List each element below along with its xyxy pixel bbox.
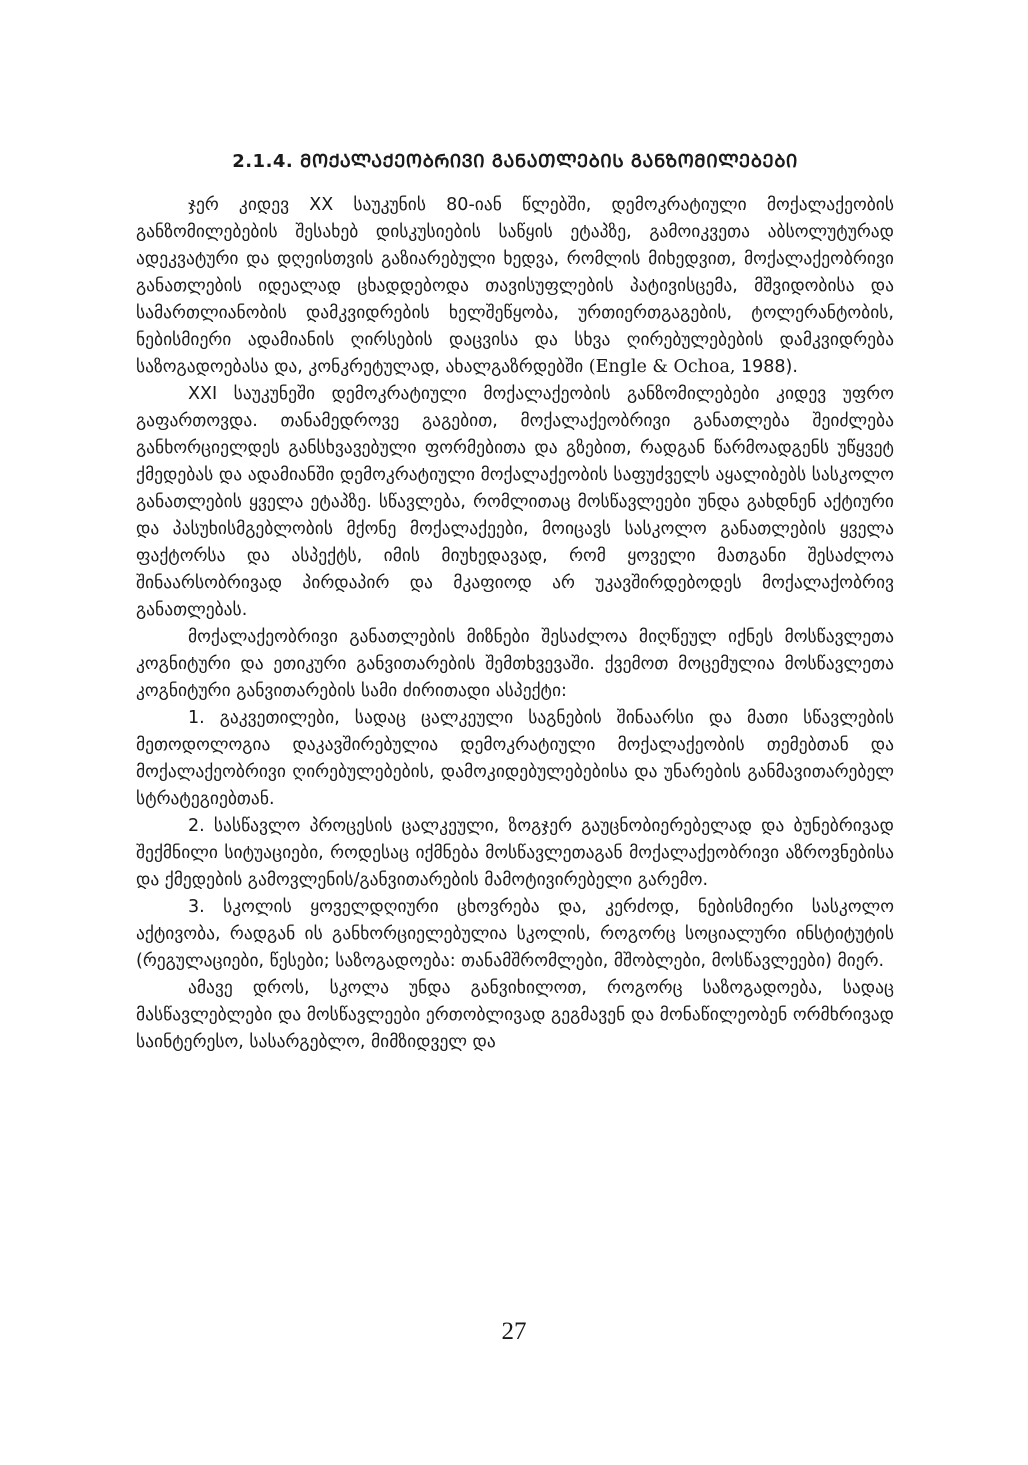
section-heading: 2.1.4. ᲛᲝᲥᲐᲚᲐᲥᲔᲝᲑᲠᲘᲕᲘ ᲒᲐᲜᲐᲗᲚᲔᲑᲘᲡ ᲒᲐᲜᲖᲝᲛᲘᲚᲔᲑᲔᲑᲘ: [232, 151, 798, 172]
document-page: [136, 150, 894, 1056]
page-number: 27: [501, 1318, 527, 1345]
paragraph-1: [136, 192, 894, 381]
list-item-3: 3. სკოლის ყოველდღიური ცხოვრება და, კერძოდ, ნებისმიერი სასკოლო აქტივობა, რადგან ის განხორციელებულია სკოლის, როგორც სოციალური ინსტიტუტის (რეგულაციები, წესები; საზოგადოება: თანამშრომლები, მშობლები, მოსწავლეები) მიერ.: [136, 897, 894, 971]
list-item-1: 1. გაკვეთილები, სადაც ცალკეული საგნების შინაარსი და მათი სწავლების მეთოდოლოგია დაკავშირებულია დემოკრატიული მოქალაქეობის თემებთან და მოქალაქეობრივი ღირებულებების, დამოკიდებულებებისა და უნარების განმავითარებელ სტრატეგიებთან.: [136, 708, 894, 809]
paragraph-3: მოქალაქეობრივი განათლების მიზნები შესაძლოა მიღწეულ იქნეს მოსწავლეთა კოგნიტური და ეთიკური განვითარების შემთხვევაში. ქვემოთ მოცემულია მოსწავლეთა კოგნიტური განვითარების სამი ძირითადი ასპექტი:: [136, 627, 894, 701]
paragraph-2: XXI საუკუნეში დემოკრატიული მოქალაქეობის განზომილებები კიდევ უფრო გაფართოვდა. თანამედროვე გაგებით, მოქალაქეობრივი განათლება შეიძლება განხორციელდეს განსხვავებული ფორმებითა და გზებით, რადგან წარმოადგენს უწყვეტ ქმედებას და ადამიანში დემოკრატიული მოქალაქეობის საფუძველს აყალიბებს სასკოლო განათლების ყველა ეტაპზე. სწავლება, რომლითაც მოსწავლეები უნდა გახდნენ აქტიური და პასუხისმგებლობის მქონე მოქალაქეები, მოიცავს სასკოლო განათლების ყველა ფაქტორსა და ასპექტს, იმის მიუხედავად, რომ ყოველი მათგანი შესაძლოა შინაარსობრივად პირდაპირ და მკაფიოდ არ უკავშირდებოდეს მოქალაქობრივ განათლებას.: [136, 384, 894, 620]
list-item-2: 2. სასწავლო პროცესის ცალკეული, ზოგჯერ გაუცნობიერებელად და ბუნებრივად შექმნილი სიტუაციები, როდესაც იქმნება მოსწავლეთაგან მოქალაქეობრივი აზროვნებისა და ქმედების გამოვლენის/განვითარების მამოტივირებელი გარემო.: [136, 816, 894, 890]
citation-reference: (Engle & Ochoa,: [588, 357, 736, 377]
paragraph-1-text: ჯერ კიდევ XX საუკუნის 80-იან წლებში, დემოკრატიული მოქალაქეობის განზომილებების შესახებ დისკუსიების საწყის ეტაპზე, გამოიკვეთა აბსოლუტურად ადეკვატური და დღეისთვის გაზიარებული ხედვა, რომლის მიხედვით, მოქალაქეობრივი განათლების იდეალად ცხადდებოდა თავისუფლების პატივისცემა, მშვიდობისა და სამართლიანობის დამკვიდრების ხელშეწყობა, ურთიერთგაგების, ტოლერანტობის, ნებისმიერი ადამიანის ღირსების დაცვისა და სხვა ღირებულებების დამკვიდრება საზოგადოებასა და, კონკრეტულად, ახალგაზრდებში: [136, 195, 894, 377]
paragraph-7: ამავე დროს, სკოლა უნდა განვიხილოთ, როგორც საზოგადოება, სადაც მასწავლებლები და მოსწავლეები ერთობლივად გეგმავენ და მონაწილეობენ ორმხრივად საინტერესო, სასარგებლო, მიმზიდველ და: [136, 978, 894, 1052]
citation-year: 1988).: [735, 357, 798, 377]
